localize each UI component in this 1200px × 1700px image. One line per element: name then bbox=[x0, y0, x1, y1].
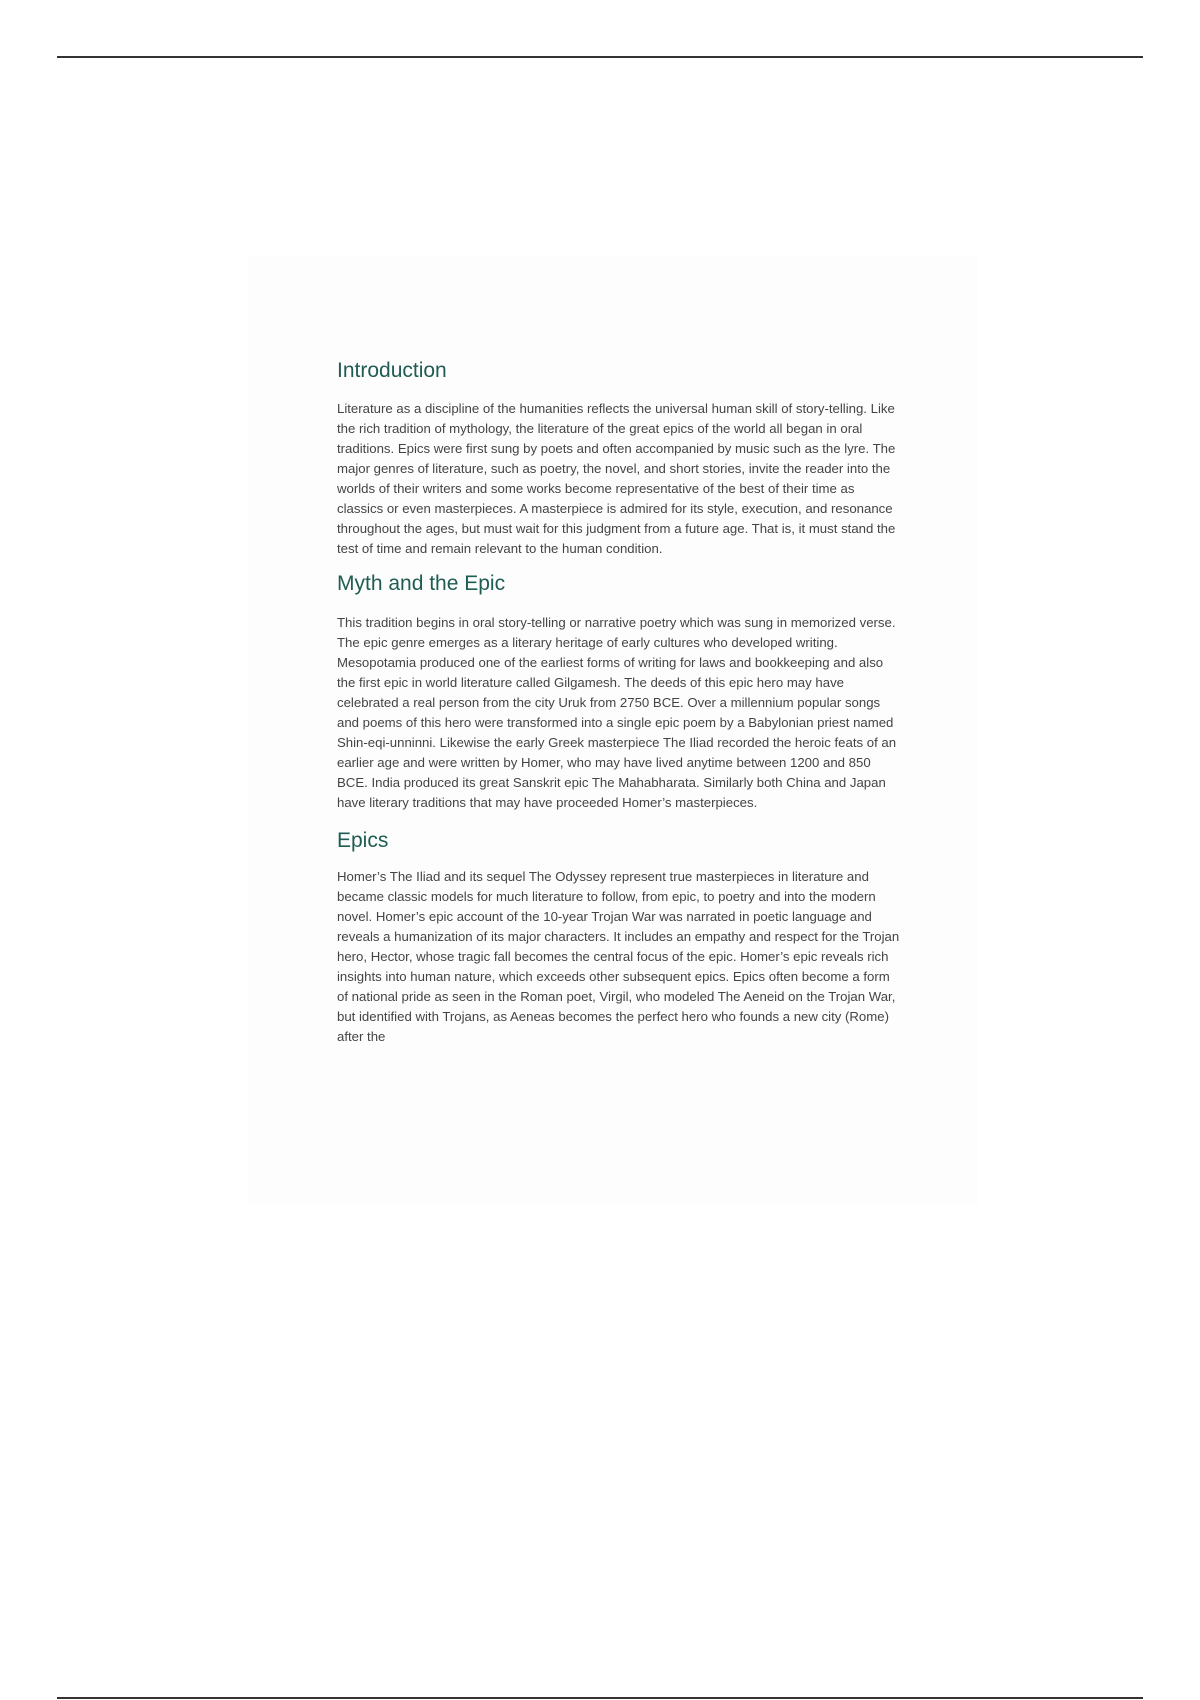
paragraph-epics: Homer’s The Iliad and its sequel The Odyssey represent true masterpieces in literature and became classic models for much literature to follow, from epic, to poetry and into the modern novel. Homer’s epic account of the 10-year Trojan War was narrated in poetic language and reveals a humanization of its major characters. It includes an empathy and respect for the Trojan hero, Hector, whose tragic fall becomes the central focus of the epic. Homer’s epic reveals rich insights into human nature, which exceeds other subsequent epics. Epics often become a form of national pride as seen in the Roman poet, Virgil, who modeled The Aeneid on the Trojan War, but identified with Trojans, as Aeneas becomes the perfect hero who founds a new city (Rome) after the bbox=[337, 869, 900, 1044]
document-content bbox=[337, 355, 903, 1047]
footer-rule bbox=[57, 1697, 1143, 1699]
heading-epics: Epics bbox=[337, 829, 389, 852]
header-rule bbox=[57, 56, 1143, 58]
heading-myth-and-the-epic: Myth and the Epic bbox=[337, 572, 506, 595]
paragraph-myth-and-the-epic: This tradition begins in oral story-telling or narrative poetry which was sung in memorized verse. The epic genre emerges as a literary heritage of early cultures who developed writing. Mesopotamia produced one of the earliest forms of writing for laws and bookkeeping and also the first epic in world literature called Gilgamesh. The deeds of this epic hero may have celebrated a real person from the city Uruk from 2750 BCE. Over a millennium popular songs and poems of this hero were transformed into a single epic poem by a Babylonian priest named Shin-eqi-unninni. Likewise the early Greek masterpiece The Iliad recorded the heroic feats of an earlier age and were written by Homer, who may have lived anytime between 1200 and 850 BCE. India produced its great Sanskrit epic The Mahabharata. Similarly both China and Japan have literary traditions that may have proceeded Homer’s masterpieces. bbox=[337, 615, 897, 810]
paragraph-introduction: Literature as a discipline of the humanities reflects the universal human skill of story-telling. Like the rich tradition of mythology, the literature of the great epics of the world all began in oral traditions. Epics were first sung by poets and often accompanied by music such as the lyre. The major genres of literature, such as poetry, the novel, and short stories, invite the reader into the worlds of their writers and some works become representative of the best of their time as classics or even masterpieces. A masterpiece is admired for its style, execution, and resonance throughout the ages, but must wait for this judgment from a future age. That is, it must stand the test of time and remain relevant to the human condition. bbox=[337, 401, 896, 556]
heading-introduction: Introduction bbox=[337, 359, 447, 382]
